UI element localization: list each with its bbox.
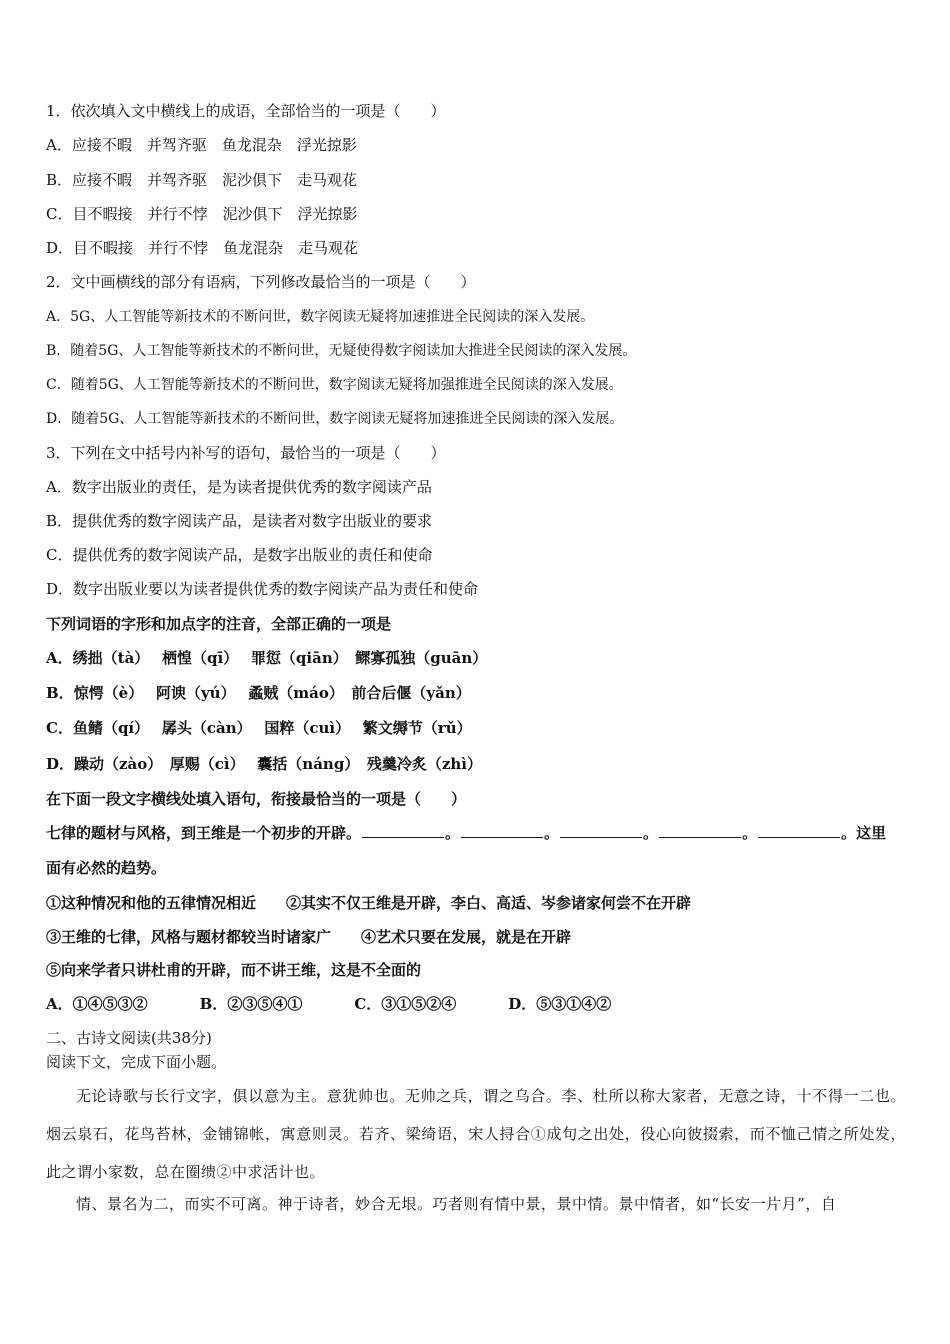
q5-stem: 在下面一段文字横线处填入语句，衔接最恰当的一项是（ ） <box>46 790 467 808</box>
section-title: 二、古诗文阅读(共38分) <box>46 1029 212 1047</box>
q5-item-line-2: ③王维的七律，风格与题材都较当时诸家广 ④艺术只要在发展，就是在开辟 <box>46 928 572 946</box>
q3-option-b: B．提供优秀的数字阅读产品，是读者对数字出版业的要求 <box>46 512 433 530</box>
q5-passage-line: 七律的题材与风格，到王维是一个初步的开辟。 。 。 。 。 。这里 <box>46 824 887 842</box>
reading-paragraph-2: 情、景名为二，而实不可离。神于诗者，妙合无垠。巧者则有情中景，景中情。景中情者，如“长安一片月”，自 <box>76 1195 837 1213</box>
q1-stem: 1．依次填入文中横线上的成语，全部恰当的一项是（ ） <box>46 102 446 120</box>
q4-option-d: D．躁动（zào） 厚赐（cì） 囊括（náng） 残羹冷炙（zhì） <box>46 755 482 773</box>
q2-option-a: A．5G、人工智能等新技术的不断问世，数字阅读无疑将加速推进全民阅读的深入发展。 <box>46 309 595 325</box>
fill-blank-1 <box>362 823 444 838</box>
q5-passage-end: 这里 <box>856 824 887 842</box>
q2-option-b: B．随着5G、人工智能等新技术的不断问世，无疑使得数字阅读加大推进全民阅读的深入发展。 <box>46 343 637 359</box>
q5-answers <box>46 994 910 1014</box>
fill-blank-5 <box>758 823 840 838</box>
q5-answer-c: C．③①⑤②④ <box>354 995 457 1013</box>
q1-option-b: B．应接不暇 并驾齐驱 泥沙俱下 走马观花 <box>46 171 358 189</box>
q5-item-line-3: ⑤向来学者只讲杜甫的开辟，而不讲王维，这是不全面的 <box>46 961 422 979</box>
q3-option-d: D．数字出版业要以为读者提供优秀的数字阅读产品为责任和使命 <box>46 580 479 598</box>
q1-option-c: C．目不暇接 并行不悖 泥沙俱下 浮光掠影 <box>46 205 358 223</box>
reading-paragraph-1: 无论诗歌与长行文字，俱以意为主。意犹帅也。无帅之兵，谓之乌合。李、杜所以称大家者，无意之诗，十不得一二也。烟云泉石，花鸟苔林，金铺锦帐，寓意则灵。若齐、梁绮语，宋人挦合①成句之出处，役心向彼掇索，而不恤己情之所处发，此之谓小家数，总在圈缋②中求活计也。 <box>46 1087 906 1181</box>
q5-answer-b: B．②③⑤④① <box>199 995 303 1013</box>
fill-blank-3 <box>560 823 642 838</box>
q2-option-d: D．随着5G、人工智能等新技术的不断问世，数字阅读无疑将加速推进全民阅读的深入发展。 <box>46 411 624 427</box>
q5-answer-d: D．⑤③①④② <box>508 995 612 1013</box>
fill-blank-2 <box>461 823 543 838</box>
q2-option-c: C．随着5G、人工智能等新技术的不断问世，数字阅读无疑将加强推进全民阅读的深入发展。 <box>46 377 623 393</box>
q5-answer-a: A．①④⑤③② <box>46 995 148 1013</box>
q5-item-line-1: ①这种情况和他的五律情况相近 ②其实不仅王维是开辟，李白、高适、岑参诸家何尝不在开辟 <box>46 894 692 912</box>
q5-passage-start: 七律的题材与风格，到王维是一个初步的开辟。 <box>46 824 362 842</box>
q4-option-b: B．惊愕（è） 阿谀（yú） 蟊贼（máo） 前合后偃（yǎn） <box>46 684 471 702</box>
fill-blank-4 <box>659 823 741 838</box>
q4-option-a: A．绣拙（tà） 栖惶（qī） 罪愆（qiān） 鳏寡孤独（guān） <box>46 649 488 667</box>
q3-stem: 3．下列在文中括号内补写的语句，最恰当的一项是（ ） <box>46 444 446 462</box>
section-instruction: 阅读下文，完成下面小题。 <box>46 1053 227 1071</box>
q5-passage-cont: 面有必然的趋势。 <box>46 859 167 877</box>
q4-stem: 下列词语的字形和加点字的注音，全部正确的一项是 <box>46 615 392 633</box>
q1-option-a: A．应接不暇 并驾齐驱 鱼龙混杂 浮光掠影 <box>46 136 357 154</box>
q4-option-c: C．鱼鳍（qí） 孱头（càn） 国粹（cuì） 繁文缛节（rǔ） <box>46 719 472 737</box>
q2-stem: 2．文中画横线的部分有语病，下列修改最恰当的一项是（ ） <box>46 273 476 291</box>
q3-option-c: C．提供优秀的数字阅读产品，是数字出版业的责任和使命 <box>46 546 433 564</box>
q3-option-a: A．数字出版业的责任，是为读者提供优秀的数字阅读产品 <box>46 478 432 496</box>
q1-option-d: D．目不暇接 并行不悖 鱼龙混杂 走马观花 <box>46 239 359 257</box>
